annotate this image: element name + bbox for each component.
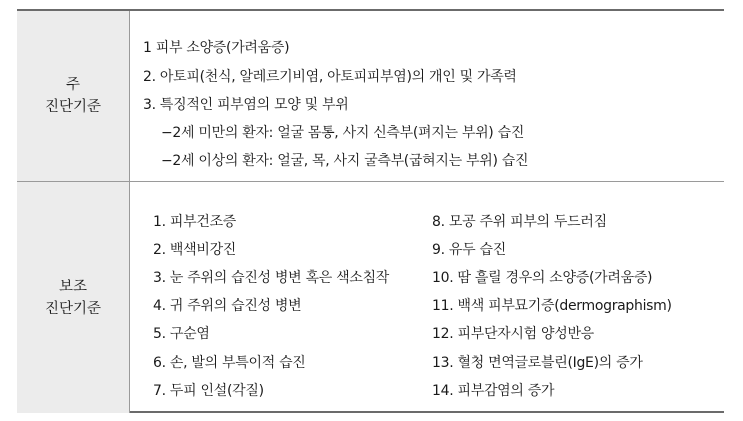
minor-item: 14. 피부감염의 증가: [432, 383, 555, 399]
minor-item: 10. 땀 흘릴 경우의 소양증(가려움증): [432, 270, 653, 286]
minor-item: 9. 유두 습진: [432, 242, 506, 258]
minor-item: 12. 피부단자시험 양성반응: [432, 326, 594, 342]
major-criteria-row: [17, 11, 724, 182]
major-label-line2: 진단기준: [44, 99, 102, 115]
minor-criteria-list: [130, 182, 724, 413]
major-item: 2. 아토피(천식, 알레르기비염, 아토피피부염)의 개인 및 가족력: [143, 69, 517, 85]
minor-criteria-label: [17, 182, 130, 413]
minor-item: 11. 백색 피부묘기증(dermographism): [432, 298, 672, 314]
minor-criteria-row: [17, 182, 724, 413]
minor-item: 5. 구순염: [153, 326, 210, 342]
criteria-table: [17, 9, 724, 413]
minor-item: 13. 혈청 면역글로블린(IgE)의 증가: [432, 355, 643, 371]
minor-item: 4. 귀 주위의 습진성 병변: [153, 298, 302, 314]
minor-item: 8. 모공 주위 피부의 두드러짐: [432, 214, 607, 230]
major-label-line1: 주: [65, 77, 80, 93]
major-criteria-label: [17, 11, 130, 181]
minor-item: 1. 피부건조증: [153, 214, 237, 230]
minor-item: 7. 두피 인설(각질): [153, 383, 264, 399]
minor-item: 2. 백색비강진: [153, 242, 237, 258]
minor-label-line2: 진단기준: [44, 300, 102, 317]
minor-item: 3. 눈 주위의 습진성 병변 혹은 색소침작: [153, 270, 390, 286]
major-item: 3. 특징적인 피부염의 모양 및 부위: [143, 97, 349, 113]
major-criteria-list: [130, 11, 724, 181]
minor-label-line1: 보조: [58, 278, 87, 295]
major-sub-item: −2세 미만의 환자: 얼굴 몸통, 사지 신측부(펴지는 부위) 습진: [161, 125, 525, 141]
minor-item: 6. 손, 발의 부특이적 습진: [153, 355, 306, 371]
major-item: 1 피부 소양증(가려움증): [143, 40, 290, 56]
major-sub-item: −2세 이상의 환자: 얼굴, 목, 사지 굴측부(굽혀지는 부위) 습진: [161, 153, 529, 169]
